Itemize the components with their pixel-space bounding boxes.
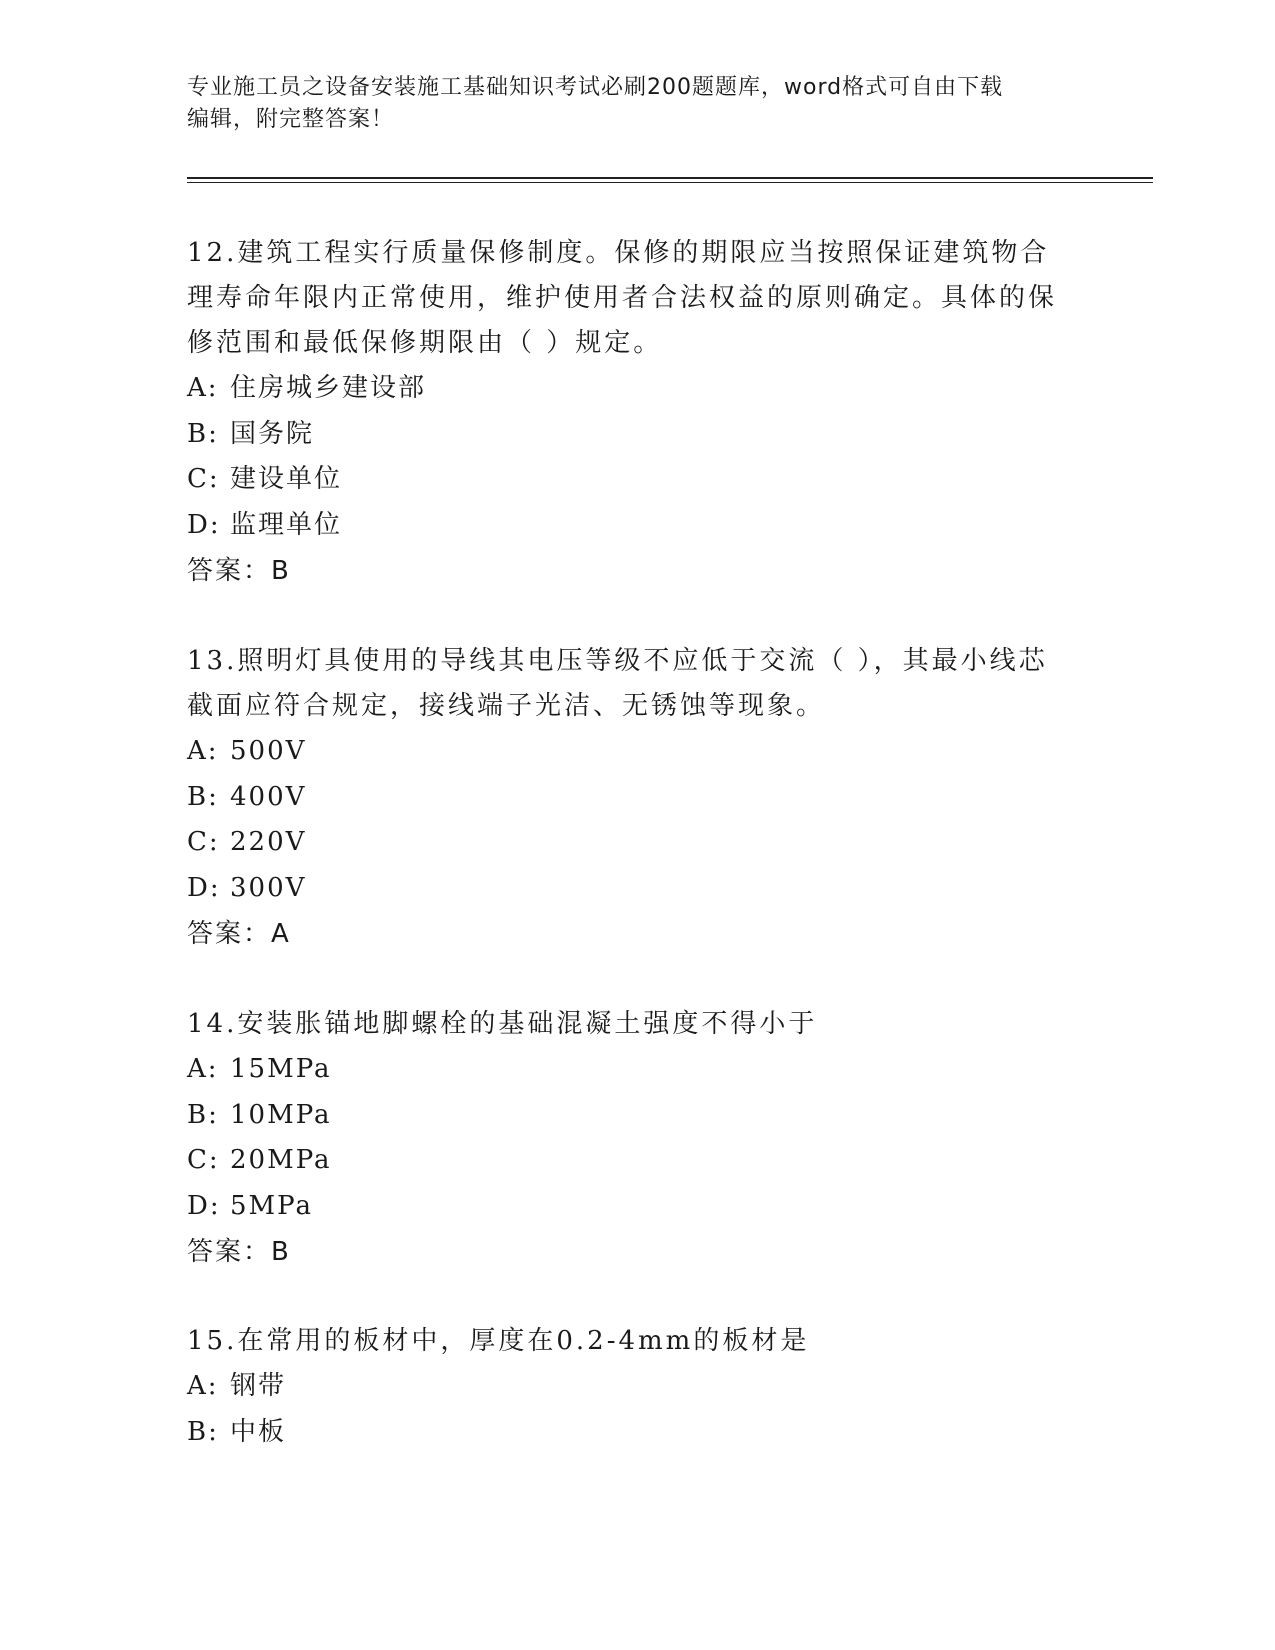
document-header bbox=[187, 72, 1087, 136]
option-text: 500V bbox=[230, 736, 307, 766]
option-letter: C: bbox=[187, 827, 220, 857]
option-letter: D: bbox=[187, 872, 221, 903]
option-c bbox=[187, 820, 1067, 866]
option-text: 钢带 bbox=[230, 1371, 287, 1401]
header-line-2: 编辑，附完整答案！ bbox=[187, 107, 395, 132]
option-letter: D: bbox=[187, 509, 221, 540]
option-d bbox=[187, 503, 1067, 549]
question-15 bbox=[187, 1319, 1067, 1455]
question-stem: 12.建筑工程实行质量保修制度。保修的期限应当按照保证建筑物合理寿命年限内正常使用，维护使用者合法权益的原则确定。具体的保修范围和最低保修期限由（ ）规定。 bbox=[187, 238, 1058, 358]
answer-label: 答案：A bbox=[187, 919, 291, 949]
option-a bbox=[187, 729, 1067, 775]
option-b bbox=[187, 1410, 1067, 1456]
answer-label: 答案：B bbox=[187, 1237, 291, 1267]
option-letter: D: bbox=[187, 1190, 221, 1221]
option-c bbox=[187, 457, 1067, 503]
option-c bbox=[187, 1138, 1067, 1184]
option-letter: B: bbox=[187, 1099, 219, 1130]
option-text: 建设单位 bbox=[230, 464, 343, 494]
header-divider-thick bbox=[187, 177, 1153, 179]
option-text: 国务院 bbox=[230, 418, 315, 449]
option-text: 5MPa bbox=[230, 1190, 313, 1221]
option-a bbox=[187, 1364, 1067, 1410]
option-d bbox=[187, 866, 1067, 912]
question-13 bbox=[187, 639, 1067, 957]
option-text: 住房城乡建设部 bbox=[230, 373, 427, 403]
option-b bbox=[187, 775, 1067, 821]
option-text: 220V bbox=[230, 827, 307, 857]
question-stem: 15.在常用的板材中，厚度在0.2-4mm的板材是 bbox=[187, 1326, 810, 1356]
answer-label: 答案：B bbox=[187, 556, 291, 586]
option-text: 20MPa bbox=[230, 1145, 332, 1175]
option-letter: A: bbox=[187, 1371, 219, 1401]
option-text: 10MPa bbox=[230, 1099, 332, 1130]
option-b bbox=[187, 1093, 1067, 1139]
option-letter: B: bbox=[187, 781, 219, 812]
option-d bbox=[187, 1184, 1067, 1230]
option-text: 监理单位 bbox=[230, 509, 343, 540]
option-letter: C: bbox=[187, 1145, 220, 1175]
question-14 bbox=[187, 1002, 1067, 1275]
option-letter: C: bbox=[187, 464, 220, 494]
option-text: 中板 bbox=[230, 1416, 287, 1447]
option-letter: A: bbox=[187, 736, 219, 766]
option-a bbox=[187, 366, 1067, 412]
header-divider-thin bbox=[187, 182, 1153, 183]
question-12 bbox=[187, 231, 1067, 594]
question-stem: 13.照明灯具使用的导线其电压等级不应低于交流（ ），其最小线芯截面应符合规定，接线端子光洁、无锈蚀等现象。 bbox=[187, 646, 1048, 721]
question-stem: 14.安装胀锚地脚螺栓的基础混凝土强度不得小于 bbox=[187, 1009, 818, 1039]
option-letter: B: bbox=[187, 1416, 219, 1447]
option-a bbox=[187, 1047, 1067, 1093]
option-text: 15MPa bbox=[230, 1054, 332, 1084]
header-line-1: 专业施工员之设备安装施工基础知识考试必刷200题题库，word格式可自由下载 bbox=[187, 75, 1004, 100]
option-letter: B: bbox=[187, 418, 219, 449]
option-letter: A: bbox=[187, 1054, 219, 1084]
option-text: 300V bbox=[230, 872, 307, 903]
option-letter: A: bbox=[187, 373, 219, 403]
option-b bbox=[187, 412, 1067, 458]
option-text: 400V bbox=[230, 781, 307, 812]
